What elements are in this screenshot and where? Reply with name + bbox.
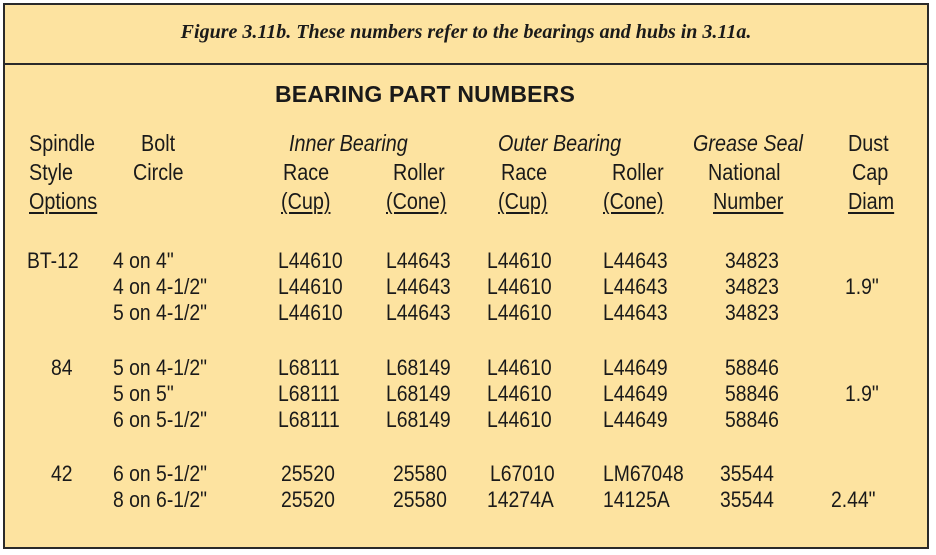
header-outer-roller-cone: (Cone) <box>603 188 664 214</box>
inner-roller: 25580 <box>393 461 447 486</box>
outer-race: L44610 <box>487 381 552 406</box>
caption-bar <box>5 5 927 65</box>
inner-roller: L68149 <box>386 355 451 380</box>
grease-seal-number: 34823 <box>725 248 779 273</box>
grease-seal-number: 58846 <box>725 407 779 432</box>
header-inner-roller: Roller <box>393 159 445 185</box>
header-spindle-line3: Options <box>29 188 98 214</box>
header-outer-bearing: Outer Bearing <box>498 130 622 156</box>
figure-caption: Figure 3.11b. These numbers refer to the bearings and hubs in 3.11a. <box>180 21 752 43</box>
grease-seal-number: 58846 <box>725 355 779 380</box>
header-bolt-line2: Circle <box>133 159 184 185</box>
outer-race: L44610 <box>487 407 552 432</box>
grease-seal-number: 35544 <box>720 487 774 512</box>
outer-roller: L44643 <box>603 248 668 273</box>
bolt-circle: 4 on 4" <box>113 248 174 273</box>
header-outer-race: Race <box>501 159 548 185</box>
grease-seal-number: 58846 <box>725 381 779 406</box>
inner-roller: L68149 <box>386 381 451 406</box>
outer-roller: L44643 <box>603 274 668 299</box>
header-spindle-line2: Style <box>29 159 73 185</box>
header-inner-race-cup: (Cup) <box>281 188 331 214</box>
inner-roller: L44643 <box>386 248 451 273</box>
table-title: BEARING PART NUMBERS <box>275 81 576 107</box>
inner-race: L44610 <box>278 300 343 325</box>
header-grease-seal: Grease Seal <box>693 130 803 156</box>
outer-roller: L44649 <box>603 355 668 380</box>
spindle-style: BT-12 <box>27 248 79 273</box>
grease-seal-number: 35544 <box>720 461 774 486</box>
inner-race: L68111 <box>278 407 340 432</box>
inner-roller: 25580 <box>393 487 447 512</box>
figure-card <box>3 3 929 549</box>
inner-race: L68111 <box>278 355 340 380</box>
header-inner-bearing: Inner Bearing <box>289 130 408 156</box>
bolt-circle: 5 on 4-1/2" <box>113 300 208 325</box>
header-outer-roller: Roller <box>612 159 664 185</box>
outer-race: L67010 <box>490 461 555 486</box>
header-outer-race-cup: (Cup) <box>498 188 548 214</box>
dust-cap-diam: 2.44" <box>831 487 876 512</box>
outer-roller: 14125A <box>603 487 670 512</box>
dust-cap-diam: 1.9" <box>845 381 879 406</box>
header-inner-race: Race <box>283 159 330 185</box>
header-grease-national: National <box>708 159 781 185</box>
outer-race: 14274A <box>487 487 554 512</box>
inner-race: L44610 <box>278 248 343 273</box>
outer-roller: L44649 <box>603 407 668 432</box>
header-dust-cap: Cap <box>852 159 889 185</box>
outer-race: L44610 <box>487 274 552 299</box>
header-grease-number: Number <box>713 188 784 214</box>
header-inner-roller-cone: (Cone) <box>386 188 447 214</box>
grease-seal-number: 34823 <box>725 274 779 299</box>
outer-roller: L44649 <box>603 381 668 406</box>
outer-race: L44610 <box>487 355 552 380</box>
bolt-circle: 5 on 5" <box>113 381 174 406</box>
header-bolt-line1: Bolt <box>141 130 176 156</box>
inner-roller: L44643 <box>386 300 451 325</box>
bolt-circle: 4 on 4-1/2" <box>113 274 208 299</box>
dust-cap-diam: 1.9" <box>845 274 879 299</box>
inner-roller: L68149 <box>386 407 451 432</box>
bolt-circle: 6 on 5-1/2" <box>113 461 208 486</box>
header-dust: Dust <box>848 130 889 156</box>
bolt-circle: 5 on 4-1/2" <box>113 355 208 380</box>
inner-race: L68111 <box>278 381 340 406</box>
grease-seal-number: 34823 <box>725 300 779 325</box>
header-dust-diam: Diam <box>848 188 895 214</box>
bolt-circle: 8 on 6-1/2" <box>113 487 208 512</box>
bolt-circle: 6 on 5-1/2" <box>113 407 208 432</box>
inner-roller: L44643 <box>386 274 451 299</box>
outer-roller: L44643 <box>603 300 668 325</box>
outer-roller: LM67048 <box>603 461 684 486</box>
inner-race: 25520 <box>281 487 335 512</box>
inner-race: 25520 <box>281 461 335 486</box>
header-spindle-line1: Spindle <box>29 130 95 156</box>
spindle-style: 84 <box>51 355 73 380</box>
outer-race: L44610 <box>487 248 552 273</box>
outer-race: L44610 <box>487 300 552 325</box>
inner-race: L44610 <box>278 274 343 299</box>
spindle-style: 42 <box>51 461 73 486</box>
